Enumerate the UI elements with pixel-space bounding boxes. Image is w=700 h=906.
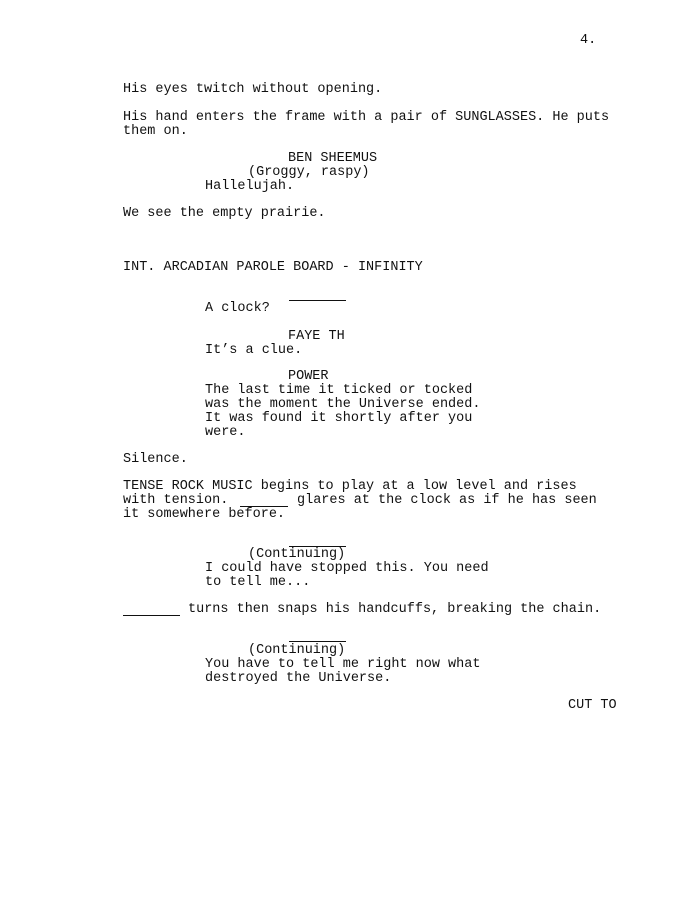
- character-name-blank: [289, 300, 346, 301]
- action-line: them on.: [123, 124, 188, 139]
- dialogue-line: It was found it shortly after you: [205, 411, 473, 426]
- dialogue-line: A clock?: [205, 301, 270, 316]
- character-name-blank: [289, 641, 346, 642]
- dialogue-line: was the moment the Universe ended.: [205, 397, 481, 412]
- action-line: with tension.: [123, 493, 229, 508]
- character-name: POWER: [288, 369, 329, 384]
- action-line: it somewhere before.: [123, 507, 286, 522]
- action-line: turns then snaps his handcuffs, breaking the chain.: [188, 602, 602, 617]
- dialogue-line: You have to tell me right now what: [205, 657, 481, 672]
- character-name: BEN SHEEMUS: [288, 151, 378, 166]
- action-line: TENSE ROCK MUSIC begins to play at a low level and rises: [123, 479, 577, 494]
- page-number: 4.: [580, 33, 597, 48]
- dialogue-line: to tell me...: [205, 575, 311, 590]
- transition: CUT TO: [568, 698, 617, 713]
- action-line: glares at the clock as if he has seen: [297, 493, 597, 508]
- parenthetical: (Continuing): [248, 547, 346, 562]
- action-line: His hand enters the frame with a pair of SUNGLASSES. He puts: [123, 110, 610, 125]
- dialogue-line: The last time it ticked or tocked: [205, 383, 473, 398]
- parenthetical: (Continuing): [248, 643, 346, 658]
- dialogue-line: were.: [205, 425, 246, 440]
- dialogue-line: It’s a clue.: [205, 343, 303, 358]
- action-line: Silence.: [123, 452, 188, 467]
- scene-heading: INT. ARCADIAN PAROLE BOARD - INFINITY: [123, 260, 423, 275]
- character-name-blank: [123, 615, 180, 616]
- action-line: His eyes twitch without opening.: [123, 82, 383, 97]
- dialogue-line: I could have stopped this. You need: [205, 561, 489, 576]
- parenthetical: (Groggy, raspy): [248, 165, 370, 180]
- dialogue-line: Hallelujah.: [205, 179, 295, 194]
- action-line: We see the empty prairie.: [123, 206, 326, 221]
- character-name: FAYE TH: [288, 329, 345, 344]
- dialogue-line: destroyed the Universe.: [205, 671, 392, 686]
